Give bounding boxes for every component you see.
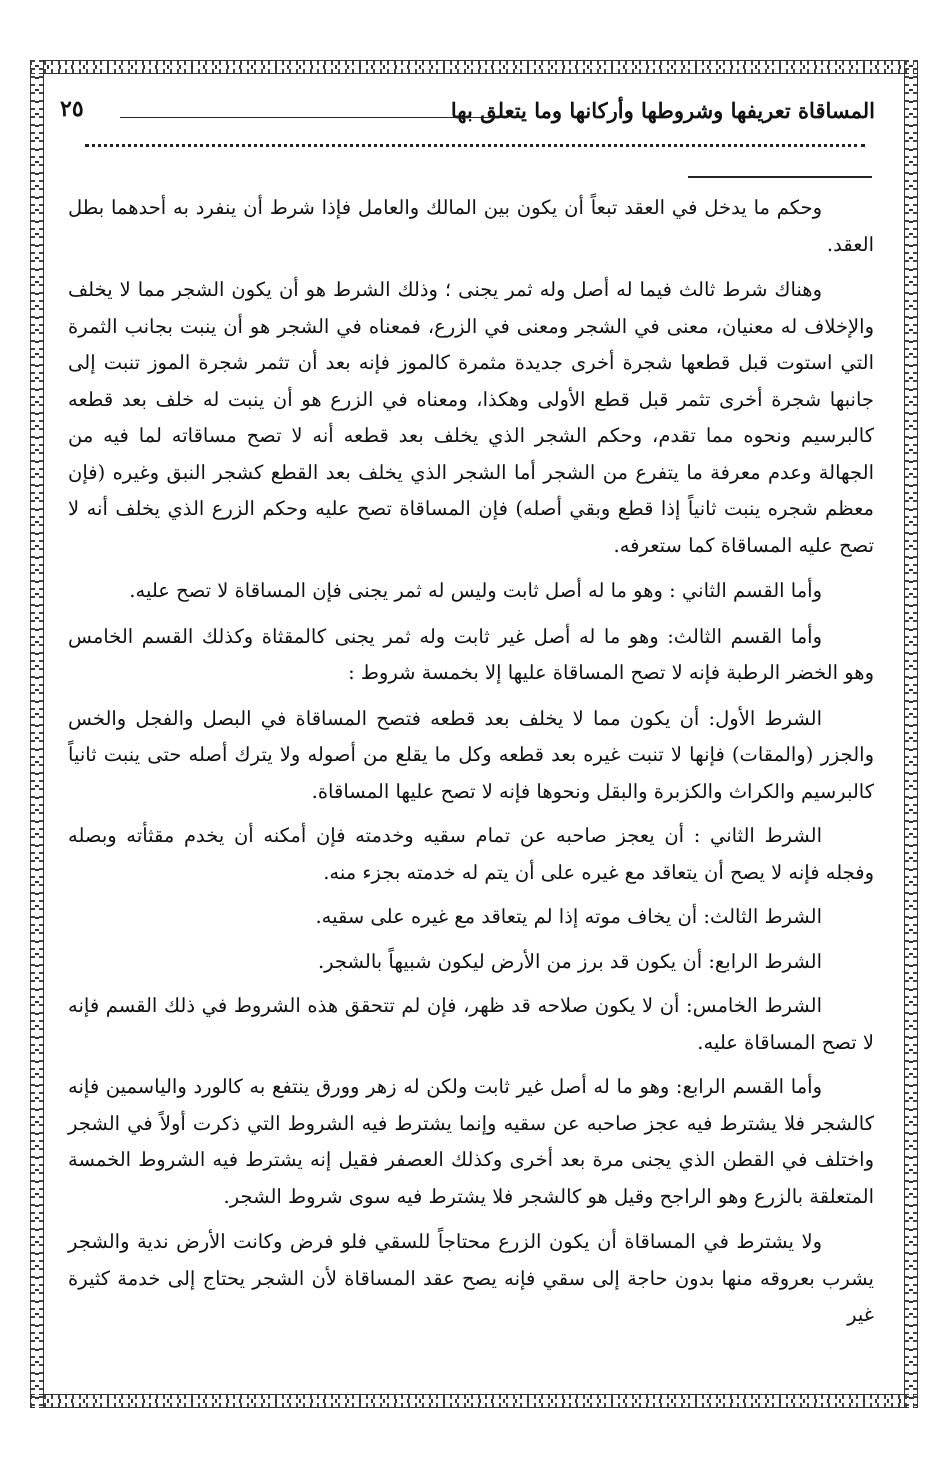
paragraph: وهناك شرط ثالث فيما له أصل وله ثمر يجنى ؛ وذلك الشرط هو أن يكون الشجر مما لا يخلف والإخلاف له معنيان، معنى في الشجر ومعنى في الزرع، فمعناه في الشجر هو أن ينبت بجانب الثمرة التي استوت قبل قطعها شجرة أخرى جديدة مثمرة كالموز فإنه بعد أن تثمر شجرة الموز تنبت إلى جانبها شجرة أخرى تثمر قبل قطع الأولى وهكذا، ومعناه في الزرع هو أن ينبت له خلف بعد قطعه كالبرسيم ونحوه مما تقدم، وحكم الشجر الذي يخلف بعد قطعه أنه لا تصح مساقاته لما فيه من الجهالة وعدم معرفة ما يتفرع من الشجر أما الشجر الذي يخلف بعد القطع كشجر النبق وغيره (فإن معظم شجره ينبت ثانياً إذا قطع وبقي أصله) فإن المساقاة تصح عليه وحكم الزرع الذي يخلف أنه لا تصح عليه المساقاة كما ستعرفه. <box>68 278 874 557</box>
ornamental-border-top <box>30 60 918 74</box>
running-title: المساقاة تعريفها وشروطها وأركانها وما يتعلق بها <box>450 98 875 123</box>
paragraph: وأما القسم الثالث: وهو ما له أصل غير ثابت وله ثمر يجنى كالمقثاة وكذلك القسم الخامس وهو الخضر الرطبة فإنه لا تصح المساقاة عليها إلا بخمسة شروط : <box>68 624 874 684</box>
header-rule <box>120 117 495 118</box>
ornamental-border-right <box>904 60 918 1408</box>
paragraph: وأما القسم الثاني : وهو ما له أصل ثابت وليس له ثمر يجنى فإن المساقاة لا تصح عليه. <box>129 579 822 602</box>
short-rule <box>688 176 872 178</box>
paragraph: وحكم ما يدخل في العقد تبعاً أن يكون بين المالك والعامل فإذا شرط أن ينفرد به أحدهما بطل العقد. <box>68 196 874 256</box>
page-number: ٢٥ <box>60 96 84 122</box>
condition-paragraph: الشرط الرابع: أن يكون قد برز من الأرض ليكون شبيهاً بالشجر. <box>317 949 822 973</box>
condition-paragraph: الشرط الثاني : أن يعجز صاحبه عن تمام سقيه وخدمته فإن أمكنه أن يخدم مقثأته وبصله وفجله فإنه لا يصح أن يتعاقد مع غيره على أن يتم له خدمته بجزء منه. <box>68 824 874 884</box>
paragraph: ولا يشترط في المساقاة أن يكون الزرع محتاجاً للسقي فلو فرض وكانت الأرض ندية والشجر يشرب بعروقه منها بدون حاجة إلى سقي فإنه يصح عقد المساقاة لأن الشجر يحتاج إلى خدمة كثيرة غير <box>68 1230 874 1326</box>
ornamental-border-bottom <box>30 1394 918 1408</box>
ornamental-border-left <box>30 60 44 1408</box>
page-header <box>60 92 875 136</box>
condition-paragraph: الشرط الخامس: أن لا يكون صلاحه قد ظهر، فإن لم تتحقق هذه الشروط في ذلك القسم فإنه لا تصح المساقاة عليه. <box>68 994 874 1054</box>
condition-paragraph: الشرط الأول: أن يكون مما لا يخلف بعد قطعه فتصح المساقاة في البصل والفجل والخس والجزر (والمقات) فإنها لا تنبت غيره بعد قطعه وكل ما يقلع من أصوله ولا يترك أصله حتى ينبت ثانياً كالبرسيم والكراث والكزبرة والبقل ونحوها فإنه لا تصح عليها المساقاة. <box>68 706 874 803</box>
condition-paragraph: الشرط الثالث: أن يخاف موته إذا لم يتعاقد مع غيره على سقيه. <box>315 905 822 928</box>
dotted-separator <box>85 144 865 147</box>
paragraph: وأما القسم الرابع: وهو ما له أصل غير ثابت ولكن له زهر وورق ينتفع به كالورد والياسمين فإنه كالشجر فلا يشترط فيه عجز صاحبه عن سقيه وإنما يشترط فيه الشروط التي ذكرت أولاً في الشجر واختلف في القطن الذي يجنى مرة بعد أخرى وكذلك العصفر فقيل إنه يشترط فيه الشروط الخمسة المتعلقة بالزرع وهو الراجح وقيل هو كالشجر فلا يشترط فيه سوى شروط الشجر. <box>68 1075 874 1208</box>
body-text <box>68 190 874 1343</box>
